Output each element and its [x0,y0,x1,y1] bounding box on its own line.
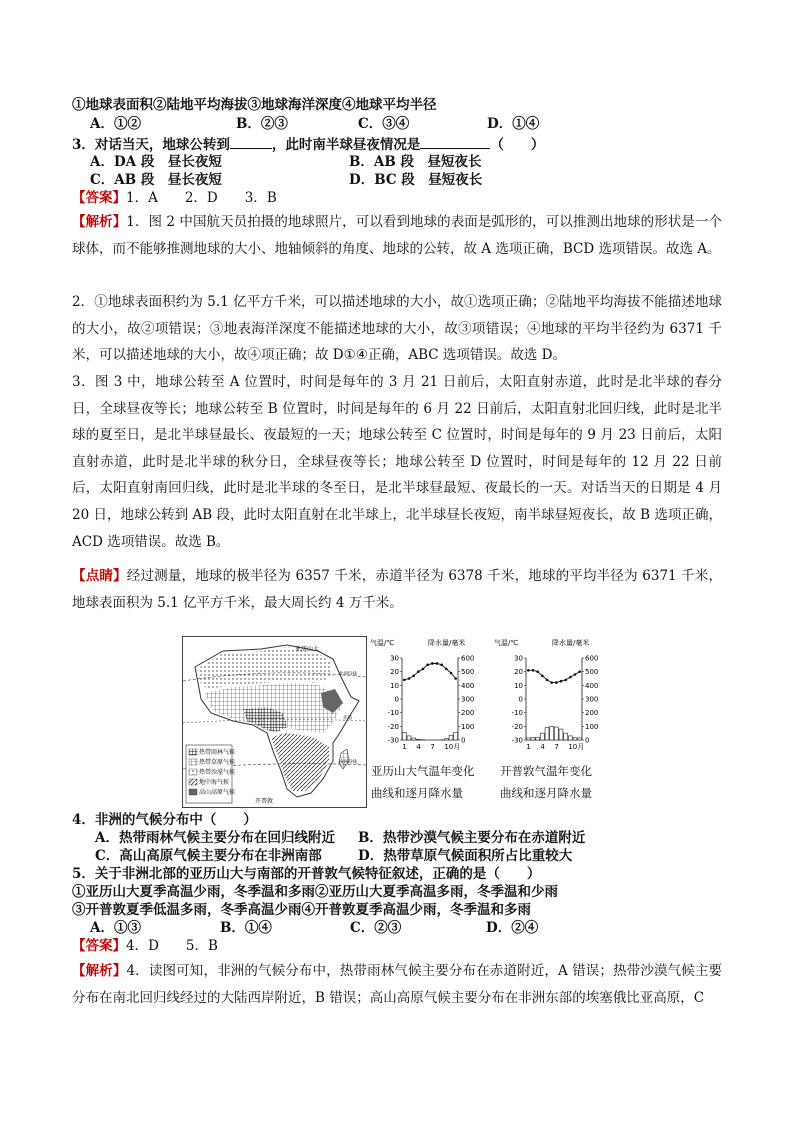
caption-capetown-line2: 曲线和逐月降水量 [500,786,592,800]
capetown-temp-point [564,679,567,682]
capetown-temp-point [527,669,530,672]
q4-option-b: B．热带沙漠气候主要分布在赤道附近 [358,830,586,846]
alexandria-precip-bar [454,732,458,740]
alexandria-temp-point [436,662,439,665]
alexandria-month-tick: 4 [416,743,421,751]
q3-stem-suffix: （ ） [490,137,545,153]
analysis-1-p3: 3．图 3 中，地球公转至 A 位置时，时间是每年的 3 月 21 日前后，太阳直射赤道，此时是北半球的春分日，全球昼夜等长；地球公转至 B 位置时，时间是每年的 6 月 22 日前后，太阳直射北回归线，此时是北半球的夏至日，是北半球昼最长、夜最短的一天；地球公转至 C 位置时，时间是每年的 9 月 23 日前后，太阳直射赤道，此时是北半球的秋分日，全球昼夜等长；地球公转至 D 位置时，时间是每年的 12 月 22 日前后，太阳直射南回归线，此时是北半球的冬至日，是北半球昼最短、夜最长的一天。对话当天的日期是 4 月 20 日，地球公转到 AB 段，此时太阳直射在北半球上，北半球昼长夜短，南半球昼短夜长，故 B 选项正确，ACD 选项错误。故选 B。 [72,374,722,550]
capetown-temp-point [578,670,581,673]
legend-highland: 高山高原气候 [199,789,236,796]
analysis-tag: 【解析】 [72,214,127,230]
alexandria-temp-tick: 10 [390,681,399,690]
q3-option-b: B．AB 段 昼短夜长 [349,154,482,170]
q4-stem: 4．非洲的气候分布中（ ） [72,812,257,828]
capetown-temp-tick: -20 [511,722,523,731]
q5-option-a: A．①③ [90,920,141,936]
alexandria-temp-point [412,674,415,677]
caption-alexandria [371,760,475,804]
alexandria-temp-point [422,668,425,671]
capetown-temp-point [569,676,572,679]
q3-option-a: A．DA 段 昼长夜短 [90,154,222,170]
capetown-temp-axis-title: 气温/℃ [494,639,519,647]
capetown-temp-point [550,681,553,684]
capetown-climate-chart [494,636,616,756]
q5-option-c: C．②③ [350,920,402,936]
answer-text-2: 4．D 5．B [126,938,218,954]
africa-climate-map [182,636,367,808]
capetown-precip-bar [564,733,568,740]
capetown-temp-tick: 30 [514,654,523,663]
alexandria-temp-tick: 20 [390,668,399,677]
capetown-temp-tick: -10 [511,709,523,718]
capetown-precip-tick: 300 [585,695,599,704]
alexandria-temp-point [431,662,434,665]
alexandria-precip-tick: 100 [461,722,475,731]
capetown-precip-bar [536,737,540,740]
capetown-precip-tick: 200 [585,709,599,718]
capetown-precip-tick: 0 [585,736,590,745]
alexandria-month-tick: 1 [402,743,407,751]
tip-tag: 【点睛】 [72,568,127,584]
q5-stem: 5．关于非洲北部的亚历山大与南部的开普敦气候特征叙述，正确的是（ ） [72,866,541,882]
capetown-precip-tick: 600 [585,654,599,663]
capetown-temp-point [574,673,577,676]
caption-alexandria-line1: 亚历山大气温年变化 [371,764,475,778]
answer-tag-2: 【答案】 [72,938,126,954]
analysis-1-p1-text: 1．图 2 中国航天员拍摄的地球照片，可以看到地球的表面是弧形的，可以推测出地球的形状是一个球体，而不能够推测地球的大小、地轴倾斜的角度、地球的公转，故 A 选项正确，BCD 选项错误。故选 A。 [72,214,723,257]
alexandria-precip-tick: 400 [461,681,475,690]
capetown-temp-point [536,670,539,673]
alexandria-precip-axis-title: 降水量/毫米 [428,639,466,647]
legend-savanna: 热带草原气候 [199,759,236,766]
capetown-temp-point [541,674,544,677]
alexandria-precip-bar [402,732,406,740]
alexandria-temp-tick: -10 [387,709,399,718]
capetown-precip-bar [531,738,535,740]
tip-text: 经过测量，地球的极半径为 6357 千米，赤道半径为 6378 千米，地球的平均半径为 6371 千米，地球表面积为 5.1 亿平方千米，最大周长约 4 万千米。 [72,568,722,611]
q5-option-d: D．②④ [486,920,539,936]
alexandria-temp-axis-title: 气温/℃ [370,639,395,647]
label-tropic-north: 北回归线 [339,672,357,677]
capetown-precip-bar [568,736,572,740]
capetown-temp-tick: -30 [511,736,523,745]
africa-climate-figure [182,636,614,808]
alexandria-precip-bar [412,738,416,740]
q3-blank-2 [420,134,490,149]
alexandria-precip-tick: 500 [461,668,475,677]
africa-map-svg [183,637,366,807]
q4-option-a: A．热带雨林气候主要分布在回归线附近 [95,830,335,846]
label-alexandria: 亚历山大 [295,646,320,653]
label-tropic-south: 南回归线 [339,760,357,765]
alexandria-temp-point [403,679,406,682]
alexandria-precip-tick: 300 [461,695,475,704]
label-equator: 赤道 [343,716,352,721]
caption-alexandria-line2: 曲线和逐月降水量 [371,786,463,800]
q5-option-b: B．①④ [220,920,272,936]
capetown-temp-tick: 20 [514,668,523,677]
alexandria-month-tick: 10月 [444,743,461,751]
capetown-temp-tick: 0 [518,695,523,704]
alexandria-precip-bar [444,739,448,740]
alexandria-temp-point [440,664,443,667]
capetown-precip-bar [578,738,582,740]
capetown-temp-line [528,670,579,682]
capetown-temp-point [560,680,563,683]
answer-block-1 [72,189,277,207]
capetown-precip-tick: 500 [585,668,599,677]
alexandria-temp-point [417,670,420,673]
caption-capetown-line1: 开普敦气温年变化 [500,764,592,778]
analysis-2-p1 [72,958,722,1011]
capetown-precip-axis-title: 降水量/毫米 [552,639,590,647]
alexandria-precip-bar [416,739,420,740]
capetown-precip-tick: 100 [585,722,599,731]
capetown-precip-bar [526,738,530,740]
alexandria-temp-point [408,677,411,680]
capetown-temp-point [555,681,558,684]
alexandria-temp-tick: -20 [387,722,399,731]
alexandria-temp-line [404,664,455,680]
alexandria-temp-tick: -30 [387,736,399,745]
q2-option-c: C．③④ [358,116,410,132]
alexandria-temp-tick: 0 [394,695,399,704]
q3-option-d: D．BC 段 昼短夜长 [349,172,483,188]
analysis-1-p2: 2．①地球表面积约为 5.1 亿平方千米，可以描述地球的大小，故①选项正确；②陆地平均海拔不能描述地球的大小，故②项错误；③地表海洋深度不能描述地球的大小，故③项错误；④地球的平均半径约为 6371 千米，可以描述地球的大小，故④项正确；故 D①④正确，ABC 选项错误。故选 D。 [72,294,722,364]
capetown-precip-bar [573,738,577,740]
legend-mediterranean: 地中海气候 [199,779,230,786]
caption-capetown [500,760,592,804]
q2-option-a: A．①② [90,116,141,132]
alexandria-precip-tick: 600 [461,654,475,663]
q4-option-c: C．高山高原气候主要分布在非洲南部 [95,848,322,864]
alexandria-temp-point [445,668,448,671]
q3-stem [72,134,544,154]
alexandria-precip-tick: 200 [461,709,475,718]
q3-option-c: C．AB 段 昼长夜短 [90,172,222,188]
answer-block-2 [72,937,218,955]
alexandria-climate-chart [370,636,492,756]
q4-option-d: D．热带草原气候面积所占比重较大 [358,848,573,864]
alexandria-temp-point [454,677,457,680]
capetown-month-tick: 1 [526,743,531,751]
capetown-temp-point [546,679,549,682]
label-cape-town: 开普敦 [255,798,274,805]
tip-block [72,563,722,616]
capetown-precip-bar [545,728,549,740]
capetown-precip-tick: 400 [585,681,599,690]
capetown-temp-tick: 10 [514,681,523,690]
alexandria-precip-bar [407,736,411,740]
capetown-precip-bar [554,727,558,740]
q2-items: ①地球表面积②陆地平均海拔③地球海洋深度④地球平均半径 [72,97,437,113]
q2-option-b: B．②③ [236,116,288,132]
q3-blank-1 [230,134,272,149]
answer-text: 1．A 2．D 3．B [126,190,277,206]
q2-option-d: D．①④ [487,116,540,132]
alexandria-precip-tick: 0 [461,736,466,745]
q3-stem-prefix: 3．对话当天，地球公转到 [72,137,230,153]
alexandria-temp-point [450,672,453,675]
alexandria-precip-bar [449,735,453,740]
analysis-2-p1-text: 4．读图可知，非洲的气候分布中，热带雨林气候主要分布在赤道附近，A 错误；热带沙漠气候主要分布在南北回归线经过的大陆西岸附近，B 错误；高山高原气候主要分布在非洲东部的埃塞俄比亚高原，C [72,963,722,1006]
capetown-month-tick: 4 [540,743,545,751]
capetown-precip-bar [550,726,554,740]
analysis-1-p1 [72,209,722,262]
alexandria-month-tick: 7 [430,743,435,751]
capetown-temp-point [532,669,535,672]
q3-stem-mid: ，此时南半球昼夜情况是 [271,137,421,153]
q5-items-2: ③开普敦夏季低温多雨，冬季高温少雨④开普敦夏季高温少雨，冬季温和多雨 [72,902,531,918]
capetown-month-tick: 10月 [568,743,585,751]
legend-desert: 热带沙漠气候 [199,769,236,776]
analysis-tag-2: 【解析】 [72,963,127,979]
legend-rainforest: 热带雨林气候 [199,749,236,756]
alexandria-temp-point [426,664,429,667]
alexandria-temp-tick: 30 [390,654,399,663]
q5-items-1: ①亚历山大夏季高温少雨，冬季温和多雨②亚历山大夏季高温多雨，冬季温和少雨 [72,884,558,900]
capetown-month-tick: 7 [554,743,559,751]
capetown-precip-bar [540,733,544,740]
answer-tag: 【答案】 [72,190,126,206]
capetown-precip-bar [559,729,563,740]
